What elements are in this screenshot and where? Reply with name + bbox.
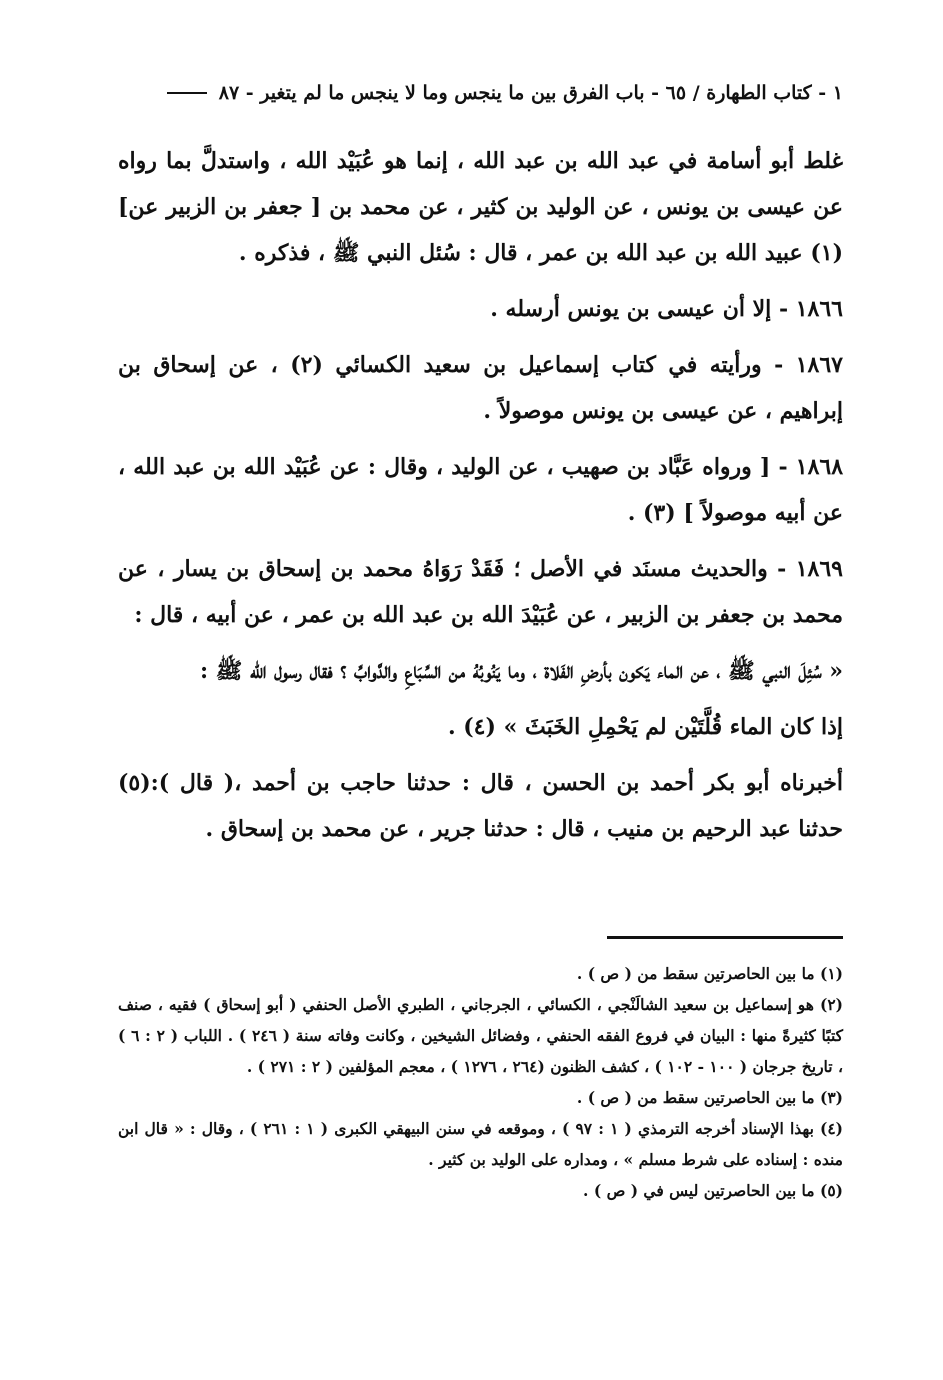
- main-text: [118, 138, 843, 862]
- footnote-5: (٥) ما بين الحاصرتين ليس في ( ص ) .: [583, 1181, 843, 1200]
- paragraph-intro: غلط أبو أسامة في عبد الله بن عبد الله ، إنما هو عُبَيْد الله ، واستدلَّ بما رواه عن عيسى بن يونس ، عن الوليد بن كثير ، عن محمد بن [ جعفر بن الزبير عن](١) عبيد الله بن عبد الله بن عمر ، قال : سُئل النبي ﷺ ، فذكره .: [118, 148, 843, 266]
- header-text: ١ - كتاب الطهارة / ٦٥ - باب الفرق بين ما ينجس وما لا ينجس ما لم يتغير - ٨٧: [218, 82, 843, 104]
- footnote-2: (٢) هو إسماعيل بن سعيد الشالَنْجي ، الكسائي ، الجرجاني ، الطبري الأصل الحنفي ( أبو إسحاق ) فقيه ، صنف كتبًا كثيرةً منها : البيان في فروع الفقه الحنفي ، وفضائل الشيخين ، وكانت وفاته سنة ( ٢٤٦ ) . اللباب ( ٢ : ٦ ) ، تاريخ جرجان ( ١٠٠ - ١٠٢ ) ، كشف الظنون (٢٦٤ ، ١٢٧٦ ) ، معجم المؤلفين ( ٢ : ٢٧١ ) .: [118, 995, 843, 1076]
- header-rule: [167, 92, 207, 94]
- paragraph-isnad: أخبرناه أبو بكر أحمد بن الحسن ، قال : حدثنا حاجب بن أحمد ،( قال ):(٥) حدثنا عبد الرحيم بن منيب ، قال : حدثنا جرير ، عن محمد بن إسحاق .: [118, 770, 843, 842]
- running-header: [118, 82, 843, 104]
- footnote-divider: [607, 936, 843, 939]
- footnote-4: (٤) بهذا الإسناد أخرجه الترمذي ( ١ : ٩٧ ) ، وموقعه في سنن البيهقي الكبرى ( ١ : ٢٦١ ) ، وقال : « قال ابن منده : إسناده على شرط مسلم » ، ومداره على الوليد بن كثير .: [118, 1119, 844, 1169]
- paragraph-1869: ١٨٦٩ - والحديث مسنَد في الأصل ؛ فَقَدْ رَوَاهُ محمد بن إسحاق بن يسار ، عن محمد بن جعفر بن الزبير ، عن عُبَيْدَ الله بن عبد الله بن عمر ، عن أبيه ، قال :: [118, 556, 843, 628]
- hadith-quote-end: إذا كان الماء قُلَّتَيْن لم يَحْمِلِ الخَبَثَ » (٤) .: [447, 714, 843, 740]
- paragraph-1866: ١٨٦٦ - إلا أن عيسى بن يونس أرسله .: [490, 296, 843, 322]
- footnote-3: (٣) ما بين الحاصرتين سقط من ( ص ) .: [576, 1088, 843, 1107]
- footnote-1: (١) ما بين الحاصرتين سقط من ( ص ) .: [576, 964, 843, 983]
- paragraph-1868: ١٨٦٨ - [ ورواه عَبَّاد بن صهيب ، عن الوليد ، وقال : عن عُبَيْد الله بن عبد الله ، عن أبيه موصولاً ] (٣) .: [118, 454, 844, 526]
- paragraph-1867: ١٨٦٧ - ورأيته في كتاب إسماعيل بن سعيد الكسائي (٢) ، عن إسحاق بن إبراهيم ، عن عيسى بن يونس موصولاً .: [118, 352, 843, 424]
- footnotes: [118, 958, 843, 1206]
- hadith-quote: « سُئِلَ النبي ﷺ ، عن الماء يَكون بأرضِ الفَلاة ، وما يَنُوبُهُ من السِّبَاعِ والدَّوابِّ ؟ فقال رسول الله ﷺ :: [200, 658, 843, 684]
